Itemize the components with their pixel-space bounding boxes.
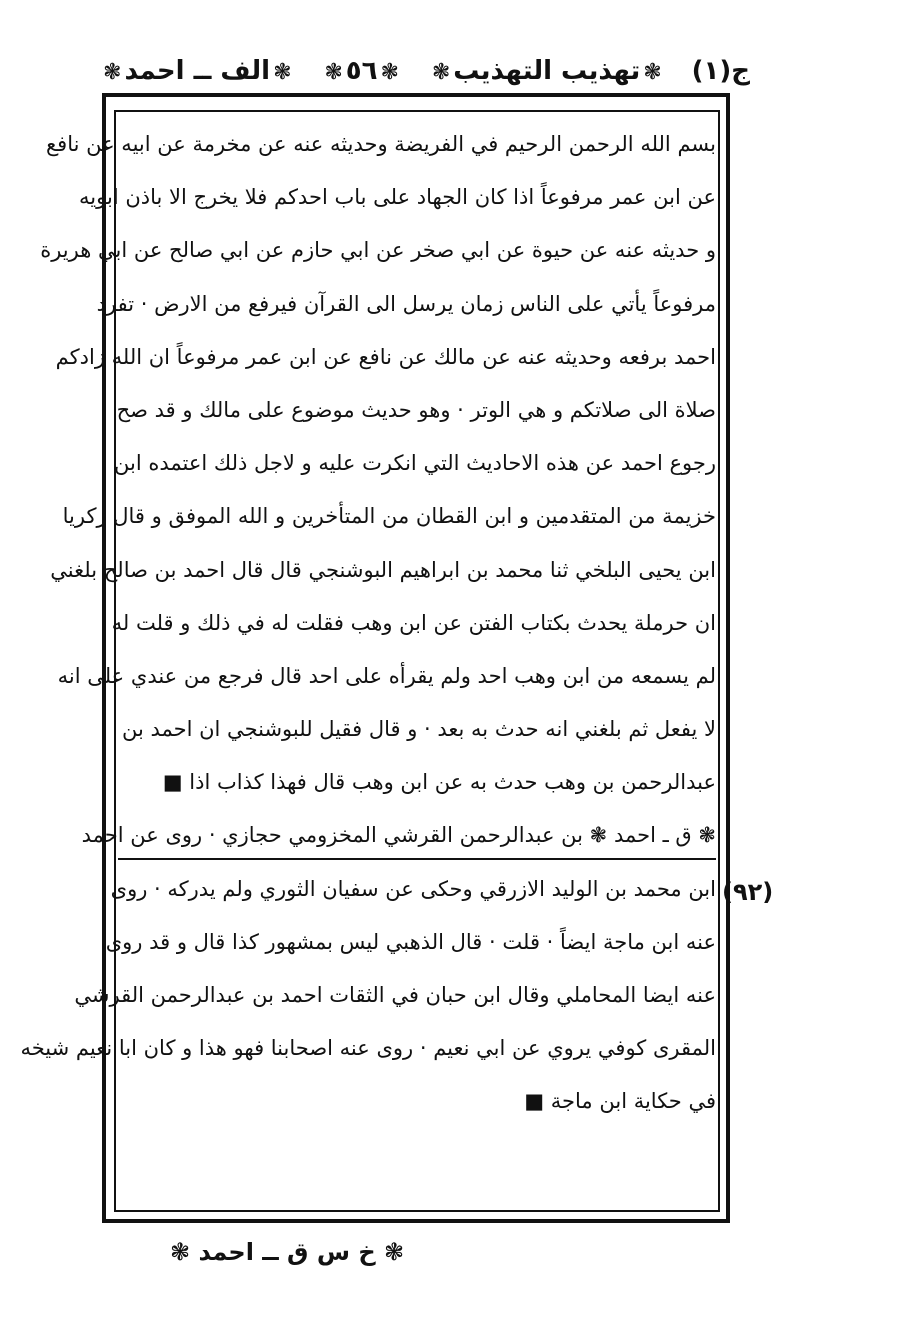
header-section-label: الف ــ احمد bbox=[124, 56, 271, 86]
book-title: تهذيب التهذيب bbox=[453, 56, 641, 86]
text-line: عنه ابن ماجة ايضاً · قلت · قال الذهبي ليس بمشهور كذا قال و قد روى bbox=[105, 929, 716, 954]
text-line: ابن يحيى البلخي ثنا محمد بن ابراهيم البوشنجي قال قال احمد بن صالح بلغني bbox=[50, 557, 716, 582]
text-line: خزيمة من المتقدمين و ابن القطان من المتأخرين و الله الموفق و قال زكريا bbox=[62, 504, 716, 529]
section-divider bbox=[118, 858, 716, 860]
text-line: لا يفعل ثم بلغني انه حدث به بعد · و قال فقيل للبوشنجي ان احمد بن bbox=[121, 717, 716, 742]
text-line: ابن محمد بن الوليد الازرقي وحكى عن سفيان الثوري ولم يدركه · روى bbox=[110, 876, 716, 901]
ornament-icon: ❃ bbox=[380, 60, 399, 85]
page-header bbox=[100, 50, 750, 92]
text-line: مرفوعاً يأتي على الناس زمان يرسل الى القرآن فيرفع من الارض · تفرد bbox=[96, 291, 716, 316]
header-volume: ج(١) bbox=[691, 56, 750, 86]
ornament-icon: ❃ bbox=[273, 60, 292, 85]
text-line: في حكاية ابن ماجة ■ bbox=[524, 1089, 716, 1114]
header-book bbox=[429, 56, 665, 86]
text-line: المقرى كوفي يروي عن ابي نعيم · روى عنه اصحابنا فهو هذا و كان ابا نعيم شيخه bbox=[20, 1036, 716, 1061]
page-footer: ❃ خ س ق ــ احمد ❃ bbox=[170, 1238, 405, 1266]
ornament-icon: ❃ bbox=[431, 60, 451, 85]
text-line: عن ابن عمر مرفوعاً اذا كان الجهاد على باب احدكم فلا يخرج الا باذن ابويه bbox=[79, 185, 716, 210]
text-line: رجوع احمد عن هذه الاحاديث التي انكرت عليه و لاجل ذلك اعتمده ابن bbox=[114, 451, 716, 476]
page-number: ٥٦ bbox=[345, 56, 378, 86]
text-line: احمد برفعه وحديثه عنه عن مالك عن نافع عن ابن عمر مرفوعاً ان الله زادكم bbox=[55, 344, 716, 369]
text-line: و حديثه عنه عن حيوة عن ابي صخر عن ابي حازم عن ابي صالح عن ابي هريرة bbox=[40, 238, 716, 263]
text-line: عبدالرحمن بن وهب حدث به عن ابن وهب قال فهذا كذاب اذا ■ bbox=[162, 770, 716, 795]
text-line: بسم الله الرحمن الرحيم في الفريضة وحديثه عنه عن مخرمة عن ابيه عن نافع bbox=[45, 132, 716, 156]
entry-number: (٩٢) bbox=[722, 878, 774, 906]
header-page bbox=[321, 56, 402, 86]
text-line: ان حرملة يحدث بكتاب الفتن عن ابن وهب فقلت له في ذلك و قلت له bbox=[111, 610, 716, 635]
text-line: صلاة الى صلاتكم و هي الوتر · وهو حديث موضوع على مالك و قد صح bbox=[116, 397, 716, 422]
header-section bbox=[100, 56, 295, 86]
entry-heading-line: ❃ ق ـ احمد ❃ بن عبدالرحمن القرشي المخزومي حجازي · روى عن احمد bbox=[81, 823, 716, 848]
text-line: لم يسمعه من ابن وهب احد ولم يقرأه على احد قال فرجع من عندي على انه bbox=[57, 663, 716, 688]
text-line: عنه ايضا المحاملي وقال ابن حبان في الثقات احمد بن عبدالرحمن القرشي bbox=[74, 983, 716, 1007]
ornament-icon: ❃ bbox=[643, 60, 662, 85]
ornament-icon: ❃ bbox=[103, 60, 122, 85]
ornament-icon: ❃ bbox=[324, 60, 343, 85]
body-text bbox=[20, 118, 716, 1129]
